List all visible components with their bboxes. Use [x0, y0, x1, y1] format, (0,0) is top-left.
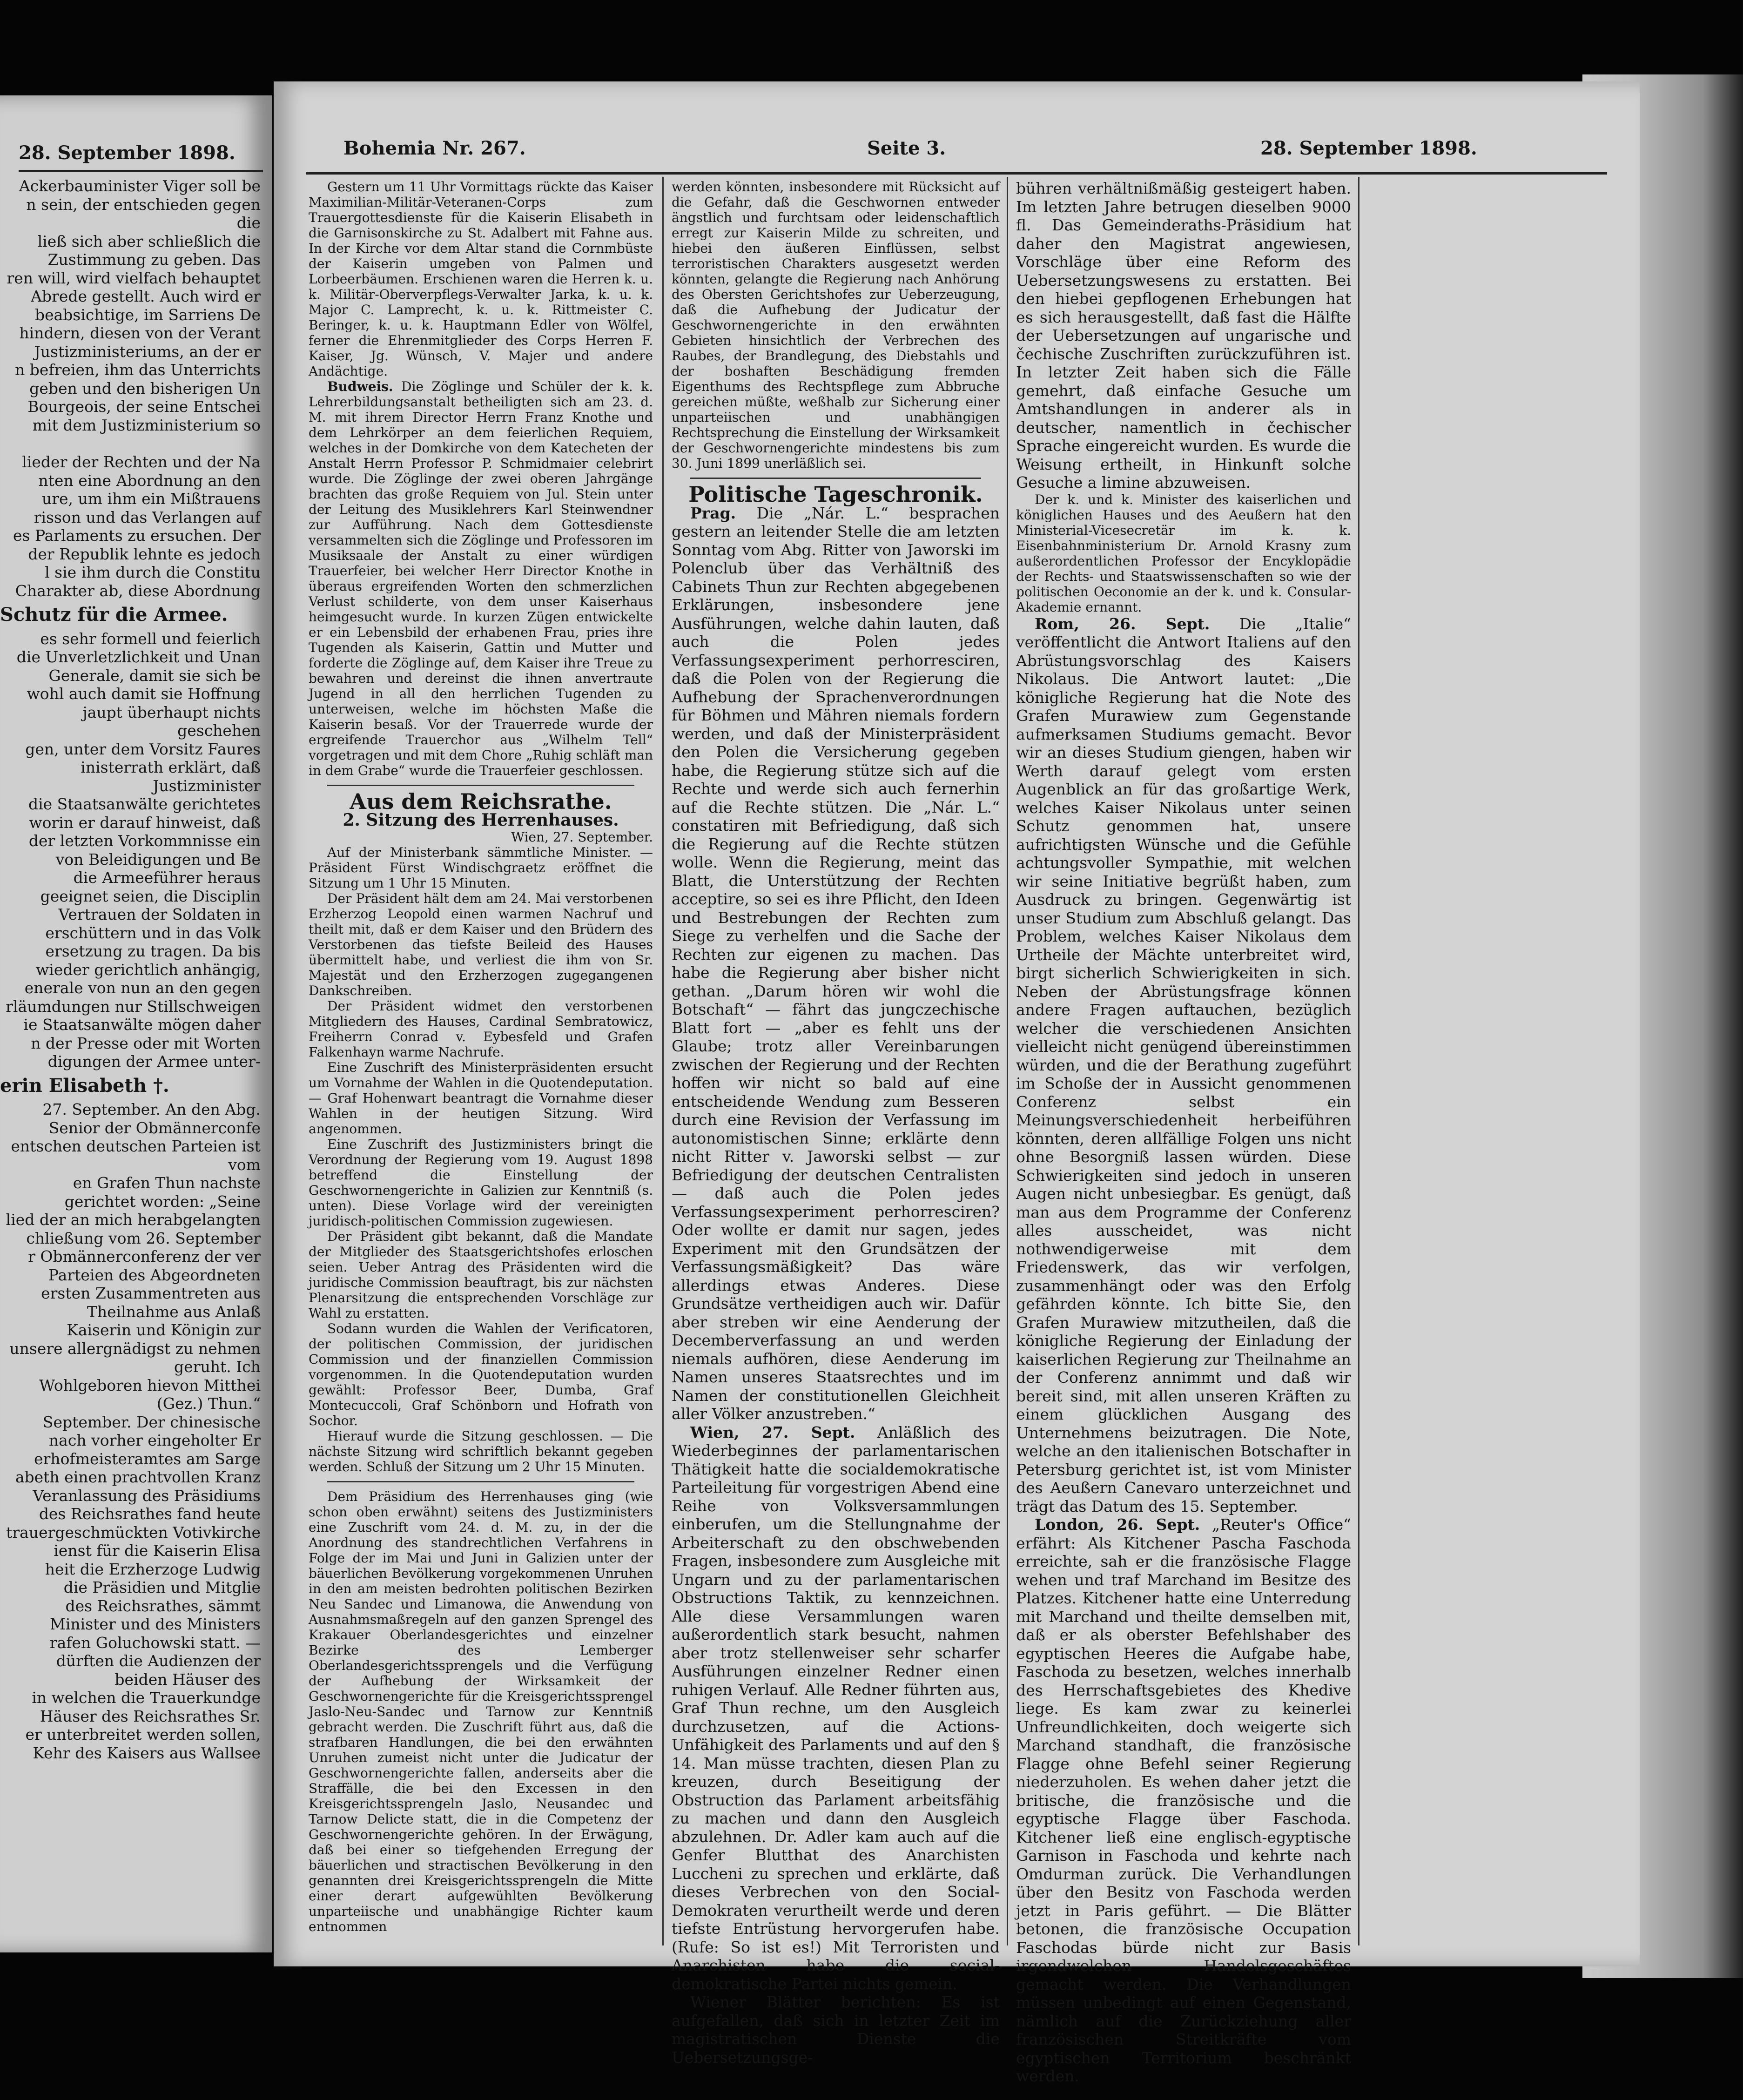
- left-page-line: die Präsidien und Mitglie: [63, 1578, 261, 1596]
- left-page-column: [0, 177, 261, 1762]
- article-veterans: Gestern um 11 Uhr Vormittags rückte das Kaiser Maximilian-Militär-Veteranen-Corps zum Trauergottesdienste für die Kaiserin Elisabeth in die Garnisonskirche zu St. Adalbert mit Fahne aus. In der Kirche vor dem Altar stand die Cornmbüste der Kaiserin umgeben von Palmen und Lorbeerbäumen. Erschienen waren die Herren k. u. k. Militär-Oberverpflegs-Verwalter Jarka, k. u. k. Major C. Lamprecht, k. u. k. Rittmeister C. Beringer, k. u. k. Hauptmann Edler von Wölfel, ferner die Ehrenmitglieder des Corps Herren F. Kaiser, Jg. Wünsch, V. Majer und andere Andächtige.: [309, 179, 653, 379]
- left-page-line: beiden Häuser des: [114, 1670, 261, 1689]
- issue-date: 28. September 1898.: [1260, 137, 1477, 159]
- left-page-line: rläumdungen nur Stillschweigen: [6, 997, 261, 1016]
- left-page-line: dürften die Audienzen der: [56, 1652, 261, 1670]
- left-page-line: er unterbreitet werden sollen,: [25, 1725, 261, 1743]
- left-page-line: Vertrauen der Soldaten in: [58, 905, 261, 923]
- wien-dateline: Wien, 27. Sept.: [690, 1423, 855, 1441]
- column-3: [1016, 179, 1351, 2085]
- left-page-line: l sie ihm durch die Constitu: [45, 563, 261, 581]
- left-page-line: erschüttern und in das Volk: [45, 923, 261, 942]
- column-rule-2: [1007, 177, 1008, 1945]
- column-2: [672, 179, 1000, 2066]
- left-page-line: gerichtet worden: „Seine: [64, 1192, 261, 1211]
- left-page-line: die Unverletzlichkeit und Unan: [16, 648, 261, 666]
- left-page-line: September. Der chinesische: [42, 1413, 261, 1431]
- paragraph: Auf der Ministerbank sämmtliche Minister. — Präsident Fürst Windischgraetz eröffnet die Sitzung um 1 Uhr 15 Minuten.: [309, 845, 653, 891]
- left-page-line: Kehr des Kaisers aus Wallsee: [33, 1743, 261, 1762]
- spacer: [0, 434, 261, 453]
- left-page-line: der Republik lehnte es jedoch: [28, 545, 261, 563]
- left-page-line: es sehr formell und feierlich: [40, 629, 261, 648]
- paragraph: werden könnten, insbesondere mit Rücksicht auf die Gefahr, daß die Geschwornen entweder ängstlich und furchtsam oder leidenschaftlich erregt zur Kaiserin Milde zu schreiten, und hiebei den äußeren Einflüssen, selbst terroristischen Charakters ausgesetzt werden könnten, gelangte die Regierung nach Anhörung des Obersten Gerichtshofes zur Ueberzeugung, daß die Aufhebung der Judicatur der Geschwornengerichte in den erwähnten Gebieten hinsichtlich der Verbrechen des Raubes, der Brandlegung, des Diebstahls und der boshaften Beschädigung fremden Eigenthums des Rechtspflege zum Abbruche gereichen müßte, weßhalb zur Sicherung einer unparteiischen und unabhängigen Rechtsprechung die Einstellung der Wirksamkeit der Geschwornengerichte mindestens bis zum 30. Juni 1899 unerläßlich sei.: [672, 179, 1000, 471]
- left-page-line: en Grafen Thun nachste: [73, 1174, 261, 1192]
- left-page-line: mit dem Justizministerium so: [32, 416, 261, 434]
- left-page-line: in welchen die Trauerkundge: [32, 1689, 261, 1707]
- page-number: Seite 3.: [867, 137, 946, 159]
- left-page-line: n sein, der entschieden gegen die: [26, 195, 261, 232]
- paragraph: Sodann wurden die Wahlen der Verificatoren, der politischen Commission, der juridischen Commission und der finanziellen Commission vorgenommen. In die Quotendeputation wurden gewählt: Professor Beer, Dumba, Graf Montecuccoli, Graf Schönborn und Hofrath von Sochor.: [309, 1321, 653, 1428]
- left-page-line: digungen der Armee unter-: [47, 1052, 261, 1070]
- left-page-line: Justizministeriums, an der er: [34, 342, 261, 361]
- left-page-line: enerale von nun an den gegen: [24, 979, 261, 997]
- article-wien: Wien, 27. Sept. Anläßlich des Wiederbeginnes der parlamentarischen Thätigkeit hatte die socialdemokratische Parteileitung für vorgestrigen Abend eine Reihe von Volksversammlungen einberufen, um die Stellungnahme der Arbeiterschaft zu den obschwebenden Fragen, insbesondere zum Ausgleiche mit Ungarn und zu der parlamentarischen Obstructions Taktik, zu kennzeichnen. Alle diese Versammlungen waren außerordentlich stark besucht, nahmen aber trotz stellenweiser sehr scharfer Ausführungen einzelner Redner einen ruhigen Verlauf. Alle Redner führten aus, Graf Thun rechne, um den Ausgleich durchzusetzen, auf die Actions-Unfähigkeit des Parlaments und auf den § 14. Man müsse trachten, diesen Plan zu kreuzen, durch Beseitigung der Obstruction das Parlament arbeitsfähig zu machen und dann den Ausgleich abzulehnen. Dr. Adler kam auch auf die Genfer Blutthat des Anarchisten Luccheni zu sprechen und erklärte, daß dieses Verbrechen von den Social-Demokraten verurtheilt werde und deren tiefste Entrüstung hervorgerufen habe. (Rufe: So ist es!) Mit Terroristen und Anarchisten habe die social-demokratische Partei nichts gemein.: [672, 1423, 1000, 1993]
- left-page-line: entschen deutschen Parteien ist vom: [11, 1137, 261, 1174]
- section-subheading-herrenhaus: 2. Sitzung des Herrenhauses.: [343, 810, 619, 830]
- header-rule: [306, 172, 1607, 175]
- left-page-line: chließung vom 26. September: [26, 1229, 261, 1247]
- paragraph: Der Präsident gibt bekannt, daß die Mandate der Mitglieder des Staatsgerichtshofes erloschen seien. Ueber Antrag des Präsidenten wird die juridische Commission beauftragt, bis zur nächsten Plenarsitzung die entsprechenden Vorschläge zur Wahl zu erstatten.: [309, 1229, 653, 1321]
- left-page-line: ersten Zusammentreten aus: [41, 1284, 261, 1302]
- newspaper-page: [274, 81, 1640, 2085]
- left-page-line: wieder gerichtlich anhängig,: [36, 960, 261, 979]
- paragraph: Hierauf wurde die Sitzung geschlossen. — Die nächste Sitzung wird schriftlich bekannt gegeben werden. Schluß der Sitzung um 2 Uhr 15 Minuten.: [309, 1428, 653, 1474]
- left-page-line: heit die Erzherzoge Ludwig: [45, 1560, 261, 1578]
- paragraph: Der k. und k. Minister des kaiserlichen und königlichen Hauses und des Aeußern hat den Ministerial-Vicesecretär im k. k. Eisenbahnministerium Dr. Arnold Krasny zum außerordentlichen Professor der Encyklopädie der Rechts- und Staatswissenschaften so wie der politischen Oeconomie an der k. und k. Consular-Akademie ernannt.: [1016, 491, 1351, 615]
- paragraph: Eine Zuschrift des Justizministers bringt die Verordnung der Regierung vom 19. August 1898 betreffend die Einstellung der Geschwornengerichte in Galizien zur Kenntniß (s. unten). Diese Vorlage wird der vereinigten juridisch-politischen Commission zugewiesen.: [309, 1137, 653, 1229]
- left-page-line: ersetzung zu tragen. Da bis: [45, 942, 261, 960]
- left-page-header-rule: [19, 170, 263, 172]
- left-page-line: Abrede gestellt. Auch wird er: [31, 287, 261, 305]
- article-london: London, 26. Sept. „Reuter's Office“ erfährt: Als Kitchener Pascha Faschoda erreichte, sah er die französische Flagge wehen und traf Marchand im Besitze des Platzes. Kitchener hatte eine Unterredung mit Marchand und theilte demselben mit, daß er als oberster Befehlshaber des egyptischen Heeres die Aufgabe habe, Faschoda zu besetzen, welches innerhalb des Herrschaftsgebietes des Khedive liege. Es kam zwar zu keinerlei Unfreundlichkeiten, doch weigerte sich Marchand standhaft, die französische Flagge ohne Befehl seiner Regierung niederzuholen. Es wehen daher jetzt die britische, die französische und die egyptische Flagge über Faschoda. Kitchener ließ eine englisch-egyptische Garnison in Faschoda und kehrte nach Omdurman zurück. Die Verhandlungen über den Besitz von Faschoda werden jetzt in Paris geführt. — Die Blätter betonen, die französische Occupation Faschodas bürde nicht zur Basis irgendwelchen Handelsgeschäftes gemacht werden. Die Verhandlungen müssen unbedingt auf einen Gegenstand, nämlich auf die Zurückziehung aller französischen Streitkräfte vom egyptischen Territorium beschränkt werden.: [1016, 1515, 1351, 2085]
- column-rule-1: [662, 177, 664, 1945]
- column-rule-3: [1358, 177, 1359, 1945]
- left-page-line: trauergeschmückten Votivkirche: [6, 1523, 261, 1541]
- left-page-line: Wohlgeboren hievon Mitthei: [39, 1376, 261, 1394]
- left-page-line: worin er darauf hinweist, daß: [29, 813, 261, 832]
- paragraph: Wiener Blätter berichten: Es ist aufgefallen, daß sich in letzter Zeit im magistratischen Dienste die Uebersetzungsge-: [672, 1993, 1000, 2066]
- left-page-line: gen, unter dem Vorsitz Faures: [25, 740, 261, 758]
- left-page-line: unsere allergnädigst zu nehmen geruht. Ich: [9, 1339, 261, 1376]
- article-rom: Rom, 26. Sept. Die „Italie“ veröffentlicht die Antwort Italiens auf den Abrüstungsvorschlag des Kaisers Nikolaus. Die Antwort lautet: „Die königliche Regierung hat die Note des Grafen Murawiew zum Gegenstande aufmerksamen Studiums gemacht. Bevor wir an dieses Studium giengen, haben wir Werth darauf gelegt vom ersten Augenblick an für das großartige Werk, welches Kaiser Nikolaus unter seinen Schutz genommen hat, unsere aufrichtigsten Wünsche und die Gefühle achtungsvoller Sympathie, mit welchen wir seine Initiative begrüßt haben, zum Ausdruck zu bringen. Gegenwärtig ist unser Studium zum Abschluß gelangt. Das Problem, welches Kaiser Nikolaus dem Urtheile der Mächte unterbreitet wird, birgt sicherlich Schwierigkeiten in sich. Neben der Abrüstungsfrage können andere Fragen auftauchen, bezüglich welcher die verschiedenen Ansichten vielleicht nicht genügend übereinstimmen würden, und die der Berathung zugeführt im Schoße der in Aussicht genommenen Conferenz selbst ein Meinungsverschiedenheit herbeiführen könnten, deren allfällige Folgen uns nicht ohne Besorgniß lassen würden. Diese Schwierigkeiten sind jedoch in unseren Augen nicht unbesiegbar. Es genügt, daß man aus dem Programme der Conferenz alles ausscheidet, was nicht nothwendigerweise mit dem Friedenswerk, das wir verfolgen, zusammenhängt oder was den Erfolg gefährden könnte. Ich bitte Sie, den Grafen Murawiew mitzutheilen, daß die königliche Regierung der Einladung der kaiserlichen Regierung zur Theilnahme an der Conferenz annimmt und daß wir bereit sind, mit allen unseren Kräften zu einem glücklichen Ausgang des Unternehmens beizutragen. Die Note, welche an den italienischen Botschafter in Petersburg gerichtet ist, ist vom Minister des Aeußern Canevaro unterzeichnet und trägt das Datum des 15. September.: [1016, 614, 1351, 1515]
- left-page-line: beabsichtige, im Sarriens De: [34, 305, 261, 324]
- section-divider: [690, 478, 981, 479]
- left-page-line: lieder der Rechten und der Na: [22, 453, 261, 471]
- rom-dateline: Rom, 26. Sept.: [1035, 614, 1210, 633]
- left-page-line: 27. September. An den Abg.: [42, 1100, 261, 1118]
- dateline-wien: Wien, 27. September.: [511, 829, 653, 845]
- article-prag: Prag. Die „Nár. L.“ besprachen gestern an leitender Stelle die am letzten Sonntag vom Abg. Ritter von Jaworski im Polenclub über das Verhältniß des Cabinets Thun zur Rechten abgegebenen Erklärungen, insbesondere jene Ausführungen, welche dahin lauten, daß auch die Polen jedes Verfassungsexperiment perhorresciren, daß die Polen von der Regierung die Aufhebung der Sprachenverordnungen für Böhmen und Mähren niemals fordern werden, und daß der Ministerpräsident den Polen die Versicherung gegeben habe, die Regierung stütze sich auf die Rechte und werde sich auch fernerhin auf die Rechte stützen. Die „Nár. L.“ constatiren mit Befriedigung, daß sich die Regierung auf die Rechte stützen wolle. Wenn die Regierung, meint das Blatt, die Unterstützung der Rechten acceptire, so sei es ihre Pflicht, den Ideen und Bestrebungen der Rechten zum Siege zu verhelfen und die Sache der Rechten zur eigenen zu machen. Das habe die Regierung aber bisher nicht gethan. „Darum hören wir wohl die Botschaft“ — fährt das jungczechische Blatt fort — „aber es fehlt uns der Glaube; trotz aller Vereinbarungen zwischen der Regierung und der Rechten hoffen wir nicht so bald auf eine entscheidende Wendung zum Besseren durch eine Revision der Verfassung im autonomistischen Sinne; erklärte denn nicht Ritter v. Jaworski selbst — zur Befriedigung der deutschen Centralisten — daß auch die Polen jedes Verfassungsexperiment perhorresciren? Oder wollte er damit nur sagen, jedes Experiment mit den Grundsätzen der Verfassungsmäßigkeit? Das wäre allerdings etwas Anderes. Diese Grundsätze vertheidigen auch wir. Dafür aber streben wir eine Aenderung der Decemberverfassung an und werden niemals aufhören, diese Aenderung im Namen unseres Staatsrechtes und im Namen der constitutionellen Gleichheit aller Völker anzustreben.“: [672, 504, 1000, 1423]
- left-page-line: nten eine Abordnung an den: [38, 471, 261, 490]
- left-page-line: r Obmännerconferenz der ver: [28, 1247, 261, 1265]
- left-page-line: des Reichsrathes fand heute: [39, 1505, 261, 1523]
- left-page-line: geben und den bisherigen Un: [29, 379, 261, 397]
- section-heading-reichsrath: Aus dem Reichsrathe.: [350, 789, 612, 814]
- left-page-line: Theilnahme aus Anlaß: [87, 1302, 261, 1321]
- left-page-line: rafen Goluchowski statt. —: [49, 1633, 261, 1652]
- left-page-line: die Staatsanwälte gerichtetes: [28, 795, 261, 813]
- left-page-line: die Armeeführer heraus: [73, 868, 261, 887]
- paragraph: Der Präsident hält dem am 24. Mai verstorbenen Erzherzog Leopold einen warmen Nachruf und theilt mit, daß er dem Kaiser und den Brüdern des Verstorbenen das tiefste Beileid des Hauses übermittelt habe, und verliest die ihm von Sr. Majestät und den Erzherzogen zugegangenen Dankschreiben.: [309, 891, 653, 998]
- left-page-line: abeth einen prachtvollen Kranz: [15, 1468, 261, 1486]
- budweis-dateline: Budweis.: [327, 379, 393, 394]
- article-budweis: Budweis. Die Zöglinge und Schüler der k. k. Lehrerbildungsanstalt betheiligten sich am 23. d. M. mit ihrem Director Herrn Franz Knothe und dem Lehrkörper an dem feierlichen Requiem, welches in der Domkirche von dem Katecheten der Anstalt Herrn Professor P. Schmidmaier celebrirt wurde. Die Zöglinge der zwei oberen Jahrgänge brachten das große Requiem von Jul. Stein unter der Leitung des Musiklehrers Karl Steinwendner zur Aufführung. Nach dem Gottesdienste versammelten sich die Zöglinge und Professoren im Musiksaale der Anstalt zu einer würdigen Trauerfeier, bei welcher Herr Director Knothe in überaus ergreifenden Worten den schmerzlichen Verlust schilderte, von dem unser Kaiserhaus heimgesucht wurde. In kurzen Zügen entwickelte er ein Lebensbild der erhabenen Frau, pries ihre Tugenden als Kaiserin, Gattin und Mutter und forderte die Zöglinge auf, dem Kaiser ihre Treue zu bewahren und dereinst die ihnen anvertraute Jugend in all den herrlichen Tugenden zu unterweisen, welche im höchsten Maße die Kaiserin besaß. Vor der Trauerrede wurde der ergreifende Trauerchor aus „Wilhelm Tell“ vorgetragen und mit dem Chore „Ruhig schläft man in dem Grabe“ wurde die Trauerfeier geschlossen.: [309, 379, 653, 778]
- paragraph: bühren verhältnißmäßig gesteigert haben. Im letzten Jahre betrugen dieselben 9000 fl. Das Gemeinderaths-Präsidium hat daher den Magistrat angewiesen, Vorschläge über eine Reform des Uebersetzungswesens zu erstatten. Bei den hiebei gepflogenen Erhebungen hat es sich herausgestellt, daß fast die Hälfte der Uebersetzungen auf ungarische und čechische Zuschriften zurückzuführen ist. In letzter Zeit haben sich die Fälle gemehrt, daß einfache Gesuche um Amtshandlungen in anderer als in deutscher, namentlich in čechischer Sprache eingereicht wurden. Es wurde die Weisung ertheilt, in Hinkunft solche Gesuche a limine abzuweisen.: [1016, 179, 1351, 491]
- section-divider: [327, 785, 634, 786]
- left-page-line: Zustimmung zu geben. Das: [47, 250, 261, 269]
- left-page-line: ienst für die Kaiserin Elisa: [54, 1541, 261, 1560]
- left-page-line: Kaiserin und Königin zur: [67, 1321, 261, 1339]
- left-page-line: wohl auch damit sie Hoffnung: [27, 685, 261, 703]
- section-divider: [327, 1481, 634, 1482]
- london-dateline: London, 26. Sept.: [1035, 1515, 1200, 1534]
- left-page-line: Minister und des Ministers: [50, 1615, 261, 1633]
- left-page-line: Generale, damit sie sich be: [48, 666, 261, 685]
- paper-title: Bohemia Nr. 267.: [343, 137, 526, 159]
- left-page-line: n der Presse oder mit Worten: [31, 1034, 261, 1052]
- left-page-line: Veranlassung des Präsidiums: [33, 1486, 261, 1505]
- left-page-line: ie Staatsanwälte mögen daher: [23, 1016, 261, 1034]
- left-page-line: jaupt überhaupt nichts geschehen: [82, 703, 261, 740]
- left-page-line: der letzten Vorkommnisse ein: [28, 832, 261, 850]
- left-page-line: lied der an mich herabgelangten: [6, 1211, 261, 1229]
- left-page-line: ließ sich aber schließlich die: [37, 232, 261, 250]
- left-page-heading: erin Elisabeth †.: [0, 1074, 169, 1097]
- paragraph: Dem Präsidium des Herrenhauses ging (wie schon oben erwähnt) seitens des Justizministers eine Zuschrift vom 24. d. M. zu, in der die Anordnung des standrechtlichen Verfahrens in Folge der im Mai und Juni in Galizien unter der bäuerlichen Bevölkerung vorgekommenen Unruhen in den am meisten bedrohten politischen Bezirken Neu Sandec und Limanowa, die Anwendung von Ausnahmsmaßregeln auf den ganzen Sprengel des Krakauer Oberlandesgerichtes und einzelner Bezirke des Lemberger Oberlandesgerichtssprengels und die Verfügung der Aufhebung der Wirksamkeit der Geschwornengerichte für die Kreisgerichtssprengel Jaslo-Neu-Sandec und Tarnow zur Kenntniß gebracht werden. Die Zuschrift führt aus, daß die strafbaren Handlungen, die bei den erwähnten Unruhen zumeist nicht unter die Judicatur der Geschwornengerichte fallen, anderseits aber die Straffälle, die bei den Excessen in den Kreisgerichtssprengeln Jaslo, Neusandec und Tarnow Delicte statt, die in die Competenz der Geschwornengerichte gehören. In der Erwägung, daß bei einer so tiefgehenden Erregung der bäuerlichen und stractischen Bevölkerung in den genannten drei Kreisgerichtssprengeln die Mitte einer derart aufgewühlten Bevölkerung unparteiische und unabhängige Richter kaum entnommen: [309, 1489, 653, 1934]
- left-page-line: Charakter ab, diese Abordnung: [15, 581, 261, 600]
- prag-dateline: Prag.: [690, 504, 736, 522]
- paragraph: Der Präsident widmet den verstorbenen Mitgliedern des Hauses, Cardinal Sembratowicz, Freiherrn Conrad v. Eybesfeld und Grafen Falkenhayn warme Nachrufe.: [309, 998, 653, 1060]
- left-page-date: 28. September 1898.: [19, 142, 236, 164]
- left-page-line: n befreien, ihm das Unterrichts: [15, 361, 261, 379]
- left-page-line: nach vorher eingeholter Er: [48, 1431, 261, 1449]
- column-1: [309, 179, 653, 1934]
- paragraph: Eine Zuschrift des Ministerpräsidenten ersucht um Vornahme der Wahlen in die Quotendeputation. — Graf Hohenwart beantragt die Vornahme dieser Wahlen in der heutigen Sitzung. Wird angenommen.: [309, 1060, 653, 1137]
- left-page-line: ren will, wird vielfach behauptet: [7, 269, 261, 287]
- left-page-heading: Schutz für die Armee.: [0, 604, 228, 626]
- left-page-line: es Parlaments zu ersuchen. Der: [13, 526, 261, 545]
- left-page: [0, 95, 272, 1952]
- left-page-line: des Reichsrathes, sämmt: [65, 1596, 261, 1615]
- left-page-line: Häuser des Reichsrathes Sr.: [40, 1707, 261, 1725]
- left-page-line: Senior der Obmännerconfe: [48, 1118, 261, 1137]
- left-page-line: (Gez.) Thun.“: [156, 1394, 261, 1413]
- left-page-line: Bourgeois, der seine Entschei: [27, 397, 261, 416]
- left-page-line: Ackerbauminister Viger soll be: [19, 177, 261, 195]
- left-page-line: von Beleidigungen und Be: [55, 850, 261, 868]
- left-page-line: Parteien des Abgeordneten: [48, 1265, 261, 1284]
- left-page-line: hindern, diesen von der Verant: [19, 324, 261, 342]
- left-page-line: ure, um ihm ein Mißtrauens: [41, 490, 261, 508]
- section-heading-politik: Politische Tageschronik.: [688, 482, 983, 507]
- left-page-line: erhofmeisteramtes am Sarge: [34, 1449, 261, 1468]
- left-page-line: geeignet seien, die Disciplin: [40, 887, 261, 905]
- left-page-line: inisterrath erklärt, daß Justizminister: [81, 758, 261, 795]
- left-page-line: risson und das Verlangen auf: [34, 508, 261, 526]
